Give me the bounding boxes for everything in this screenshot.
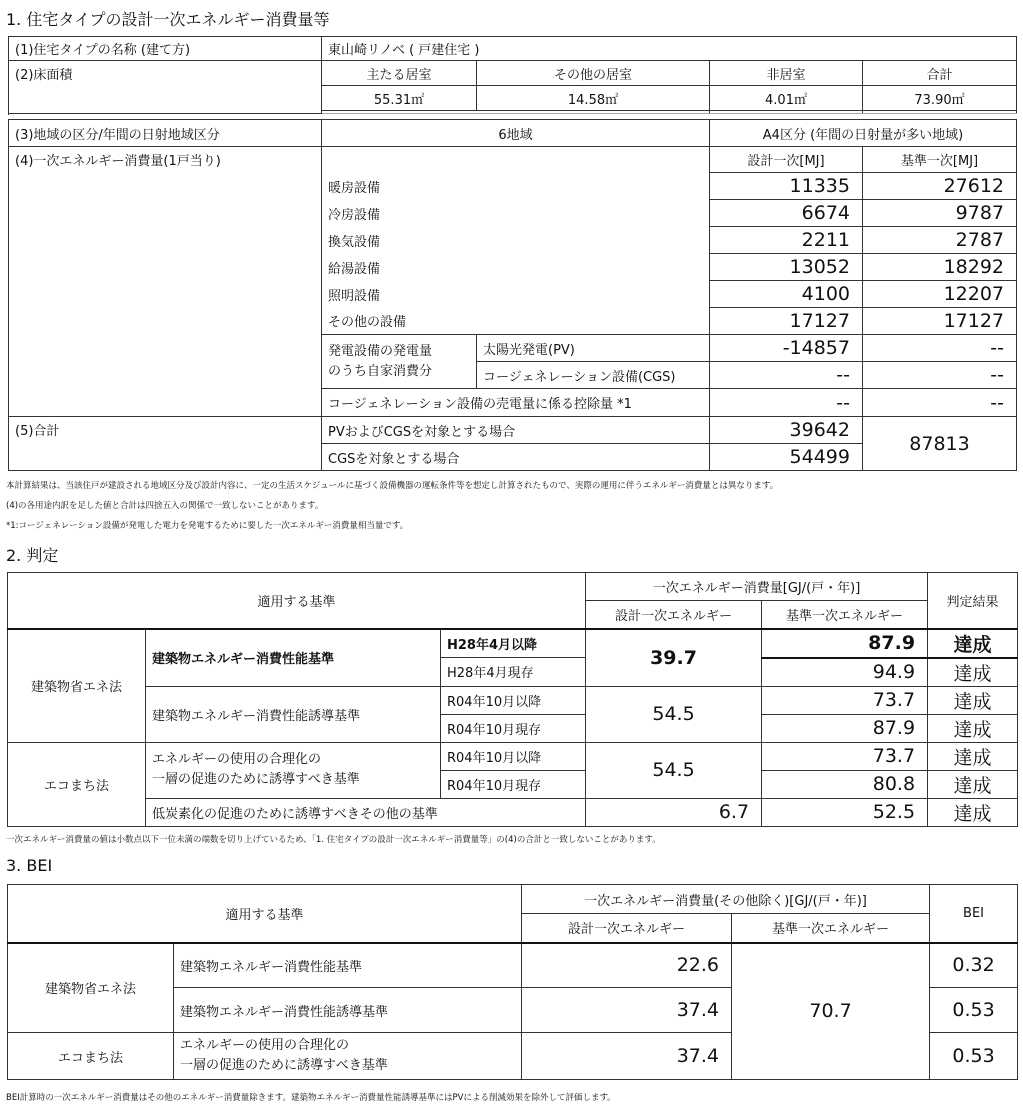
judge-period-5: R04年10月以降 — [441, 742, 586, 770]
bei-design-2: 37.4 — [522, 988, 732, 1033]
judge-law-building: 建築物省エネ法 — [8, 629, 146, 743]
total-pv-value: 39642 — [710, 417, 863, 444]
judge-col-standard: 適用する基準 — [8, 573, 586, 629]
judge-base-4: 87.9 — [762, 714, 928, 742]
col-standard-mj: 基準一次[MJ] — [863, 147, 1017, 173]
energy-table — [8, 119, 1017, 471]
total-cgs-value: 54499 — [710, 444, 863, 471]
bei-col-energy: 一次エネルギー消費量(その他除く)[GJ/(戸・年)] — [522, 885, 930, 914]
standard-cgs: -- — [863, 362, 1017, 389]
judge-std-performance: 建築物エネルギー消費性能基準 — [146, 629, 441, 687]
design-cgs-sell: -- — [710, 389, 863, 417]
generation-label-line1: 発電設備の発電量 — [328, 343, 433, 359]
solar-region-value: A4区分 (年間の日射量が多い地域) — [710, 120, 1017, 147]
bei-law-ecomachi: エコまち法 — [8, 1033, 174, 1080]
floor-header-other: その他の居室 — [477, 61, 710, 86]
name-value: 東山崎リノベ ( 戸建住宅 ) — [322, 37, 1017, 61]
standard-cooling: 9787 — [863, 200, 1017, 227]
judge-std-lowcarbon: 低炭素化の促進のために誘導すべきその他の基準 — [146, 798, 586, 826]
judge-std-rational — [146, 742, 441, 798]
bei-value-1: 0.32 — [930, 943, 1018, 988]
judge-base-3: 73.7 — [762, 686, 928, 714]
judge-base-6: 80.8 — [762, 770, 928, 798]
judge-std-inducement: 建築物エネルギー消費性能誘導基準 — [146, 686, 441, 742]
standard-ventilation: 2787 — [863, 227, 1017, 254]
judge-result-5: 達成 — [928, 742, 1018, 770]
energy-label: (4)一次エネルギー消費量(1戸当り) — [9, 147, 322, 417]
bei-col-base: 基準一次エネルギー — [732, 914, 930, 943]
section1-heading: 1. 住宅タイプの設計一次エネルギー消費量等 — [6, 10, 330, 29]
judge-result-1: 達成 — [928, 629, 1018, 658]
bei-table — [7, 884, 1018, 1080]
row-label-cooling: 冷房設備 — [322, 200, 710, 227]
floor-area-table — [321, 60, 1017, 111]
design-cgs: -- — [710, 362, 863, 389]
row-label-lighting: 照明設備 — [322, 281, 710, 308]
bei-std-rational-line2: 一層の促進のために誘導すべき基準 — [180, 1058, 388, 1073]
judge-col-base: 基準一次エネルギー — [762, 601, 928, 629]
design-pv: -14857 — [710, 335, 863, 362]
bei-col-design: 設計一次エネルギー — [522, 914, 732, 943]
cgs-sell-label: コージェネレーション設備の売電量に係る控除量 *1 — [322, 389, 710, 417]
judge-std-rational-line1: エネルギーの使用の合理化の — [152, 752, 322, 767]
row-label-ventilation: 換気設備 — [322, 227, 710, 254]
judge-result-6: 達成 — [928, 770, 1018, 798]
floor-value-other: 14.58㎡ — [477, 86, 710, 111]
judge-design-1: 39.7 — [586, 629, 762, 687]
judge-base-2: 94.9 — [762, 658, 928, 687]
note-2: (4)の各用途内訳を足した値と合計は四捨五入の関係で一致しないことがあります。 — [6, 501, 324, 511]
judge-period-1: H28年4月以降 — [441, 629, 586, 658]
judge-base-7: 52.5 — [762, 798, 928, 826]
judge-period-3: R04年10月以降 — [441, 686, 586, 714]
judge-result-3: 達成 — [928, 686, 1018, 714]
bei-design-3: 37.4 — [522, 1033, 732, 1080]
generation-label — [322, 335, 477, 389]
judge-col-design: 設計一次エネルギー — [586, 601, 762, 629]
standard-cgs-sell: -- — [863, 389, 1017, 417]
bei-law-building: 建築物省エネ法 — [8, 943, 174, 1033]
bei-value-2: 0.53 — [930, 988, 1018, 1033]
row-label-hotwater: 給湯設備 — [322, 254, 710, 281]
design-other: 17127 — [710, 308, 863, 335]
judge-period-2: H28年4月現存 — [441, 658, 586, 687]
bei-base: 70.7 — [732, 943, 930, 1080]
floor-value-total: 73.90㎡ — [863, 86, 1017, 111]
judge-base-5: 73.7 — [762, 742, 928, 770]
section3-heading: 3. BEI — [6, 856, 53, 875]
name-label: (1)住宅タイプの名称 (建て方) — [9, 37, 322, 61]
judgement-table — [7, 572, 1018, 827]
region-value: 6地域 — [322, 120, 710, 147]
standard-heating: 27612 — [863, 173, 1017, 200]
standard-lighting: 12207 — [863, 281, 1017, 308]
floor-header-nonliving: 非居室 — [710, 61, 863, 86]
standard-other: 17127 — [863, 308, 1017, 335]
judge-std-rational-line2: 一層の促進のために誘導すべき基準 — [152, 772, 360, 787]
pv-label: 太陽光発電(PV) — [477, 335, 710, 362]
judge-period-4: R04年10月現存 — [441, 714, 586, 742]
section2-heading: 2. 判定 — [6, 546, 59, 565]
floor-label: (2)床面積 — [9, 61, 322, 114]
design-cooling: 6674 — [710, 200, 863, 227]
judge-design-3: 54.5 — [586, 742, 762, 798]
bei-col-bei: BEI — [930, 885, 1018, 943]
row-label-other: その他の設備 — [322, 308, 710, 335]
region-label: (3)地域の区分/年間の日射地域区分 — [9, 120, 322, 147]
judge-design-2: 54.5 — [586, 686, 762, 742]
generation-label-line2: のうち自家消費分 — [328, 363, 433, 379]
bei-std-rational-line1: エネルギーの使用の合理化の — [180, 1038, 350, 1053]
design-lighting: 4100 — [710, 281, 863, 308]
design-hotwater: 13052 — [710, 254, 863, 281]
judge-result-2: 達成 — [928, 658, 1018, 687]
judge-col-result: 判定結果 — [928, 573, 1018, 629]
bei-value-3: 0.53 — [930, 1033, 1018, 1080]
total-cgs-label: CGSを対象とする場合 — [322, 444, 710, 471]
standard-hotwater: 18292 — [863, 254, 1017, 281]
bei-col-standard: 適用する基準 — [8, 885, 522, 943]
floor-value-nonliving: 4.01㎡ — [710, 86, 863, 111]
total-pv-label: PVおよびCGSを対象とする場合 — [322, 417, 710, 444]
bei-std-rational — [174, 1033, 522, 1080]
note-1: 本計算結果は、当該住戸が建設される地域区分及び設計内容に、一定の生活スケジュールに基づく設備機器の運転条件等を想定し計算されたもので、実際の運用に伴うエネルギー消費量とは異なります。 — [6, 481, 779, 491]
note-3: *1:コージェネレーション設備が発電した電力を発電するために要した一次エネルギー消費量相当量です。 — [6, 521, 409, 531]
bei-design-1: 22.6 — [522, 943, 732, 988]
cgs-label: コージェネレーション設備(CGS) — [477, 362, 710, 389]
design-ventilation: 2211 — [710, 227, 863, 254]
row-label-heating: 暖房設備 — [322, 173, 710, 200]
total-label: (5)合計 — [9, 417, 322, 471]
total-standard-value: 87813 — [863, 417, 1017, 471]
floor-value-main: 55.31㎡ — [322, 86, 477, 111]
bei-std-performance: 建築物エネルギー消費性能基準 — [174, 943, 522, 988]
standard-pv: -- — [863, 335, 1017, 362]
design-heating: 11335 — [710, 173, 863, 200]
judge-design-4: 6.7 — [586, 798, 762, 826]
judge-base-1: 87.9 — [762, 629, 928, 658]
bei-note: BEI計算時の一次エネルギー消費量はその他のエネルギー消費量除きます。建築物エネルギー消費量性能誘導基準にはPVによる削減効果を除外して評価します。 — [6, 1093, 616, 1103]
judge-col-energy: 一次エネルギー消費量[GJ/(戸・年)] — [586, 573, 928, 601]
judge-period-6: R04年10月現存 — [441, 770, 586, 798]
judge-law-ecomachi: エコまち法 — [8, 742, 146, 826]
judge-result-4: 達成 — [928, 714, 1018, 742]
bei-std-inducement: 建築物エネルギー消費性能誘導基準 — [174, 988, 522, 1033]
col-design-mj: 設計一次[MJ] — [710, 147, 863, 173]
judgement-note: 一次エネルギー消費量の値は小数点以下一位未満の端数を切り上げているため、「1. 住宅タイプの設計一次エネルギー消費量等」の(4)の合計と一致しないことがあります。 — [6, 835, 661, 845]
floor-header-main: 主たる居室 — [322, 61, 477, 86]
judge-result-7: 達成 — [928, 798, 1018, 826]
floor-header-total: 合計 — [863, 61, 1017, 86]
